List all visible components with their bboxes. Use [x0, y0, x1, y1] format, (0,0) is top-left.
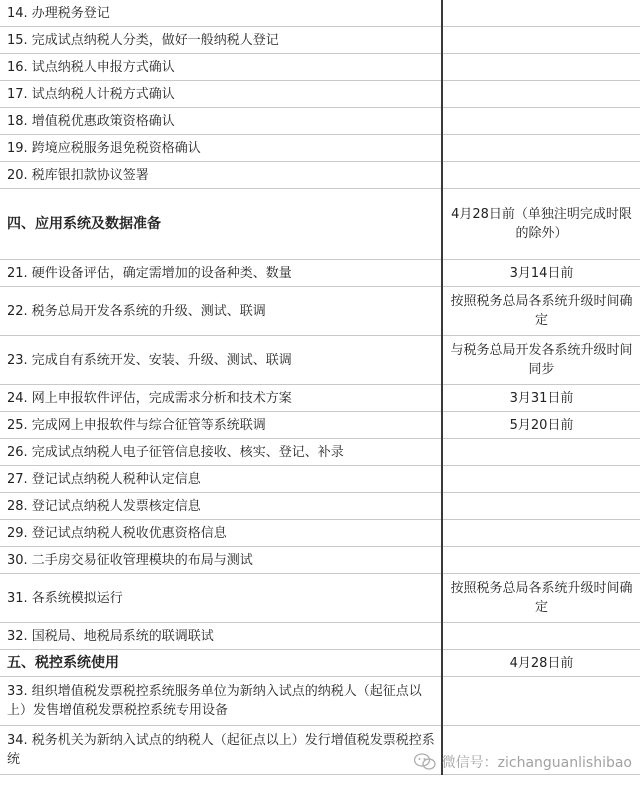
table-row: [0, 547, 640, 574]
table-row: [0, 493, 640, 520]
table-row: [0, 412, 640, 439]
deadline-cell: [442, 135, 640, 162]
deadline-cell: [442, 466, 640, 493]
table-row: [0, 287, 640, 336]
task-cell: 四、应用系统及数据准备: [0, 189, 442, 260]
deadline-cell: 按照税务总局各系统升级时间确定: [442, 574, 640, 623]
section-heading-row: [0, 650, 640, 677]
deadline-cell: [442, 162, 640, 189]
deadline-cell: 与税务总局开发各系统升级时间同步: [442, 336, 640, 385]
task-cell: 31. 各系统模拟运行: [0, 574, 442, 623]
deadline-cell: [442, 81, 640, 108]
task-cell: 17. 试点纳税人计税方式确认: [0, 81, 442, 108]
deadline-cell: 4月28日前: [442, 650, 640, 677]
table-row: [0, 162, 640, 189]
task-cell: 20. 税库银扣款协议签署: [0, 162, 442, 189]
table-row: [0, 54, 640, 81]
table-row: [0, 0, 640, 27]
task-cell: 14. 办理税务登记: [0, 0, 442, 27]
deadline-cell: [442, 677, 640, 726]
wechat-icon: [414, 753, 436, 771]
deadline-cell: [442, 54, 640, 81]
task-cell: 24. 网上申报软件评估，完成需求分析和技术方案: [0, 385, 442, 412]
deadline-cell: 按照税务总局各系统升级时间确定: [442, 287, 640, 336]
table-row: [0, 81, 640, 108]
deadline-cell: [442, 547, 640, 574]
table-row: [0, 677, 640, 726]
deadline-cell: 5月20日前: [442, 412, 640, 439]
task-cell: 21. 硬件设备评估，确定需增加的设备种类、数量: [0, 260, 442, 287]
table-row: [0, 466, 640, 493]
table-row: [0, 260, 640, 287]
deadline-cell: [442, 623, 640, 650]
task-cell: 19. 跨境应税服务退免税资格确认: [0, 135, 442, 162]
deadline-cell: [442, 27, 640, 54]
section-heading-row: [0, 189, 640, 260]
task-cell: 22. 税务总局开发各系统的升级、测试、联调: [0, 287, 442, 336]
task-cell: 26. 完成试点纳税人电子征管信息接收、核实、登记、补录: [0, 439, 442, 466]
table-row: [0, 439, 640, 466]
deadline-cell: [442, 0, 640, 27]
table-row: [0, 385, 640, 412]
deadline-cell: [442, 520, 640, 547]
task-cell: 30. 二手房交易征收管理模块的布局与测试: [0, 547, 442, 574]
task-cell: 25. 完成网上申报软件与综合征管等系统联调: [0, 412, 442, 439]
watermark: [414, 752, 632, 772]
task-cell: 33. 组织增值税发票税控系统服务单位为新纳入试点的纳税人（起征点以上）发售增值税发票税控系统专用设备: [0, 677, 442, 726]
deadline-cell: 3月14日前: [442, 260, 640, 287]
table-row: [0, 336, 640, 385]
deadline-cell: [442, 108, 640, 135]
deadline-cell: 4月28日前（单独注明完成时限的除外）: [442, 189, 640, 260]
table-row: [0, 27, 640, 54]
task-cell: 五、税控系统使用: [0, 650, 442, 677]
table-row: [0, 108, 640, 135]
table-row: [0, 623, 640, 650]
task-cell: 27. 登记试点纳税人税种认定信息: [0, 466, 442, 493]
task-cell: 34. 税务机关为新纳入试点的纳税人（起征点以上）发行增值税发票税控系统: [0, 726, 442, 775]
deadline-cell: [442, 493, 640, 520]
task-cell: 23. 完成自有系统开发、安装、升级、测试、联调: [0, 336, 442, 385]
task-cell: 29. 登记试点纳税人税收优惠资格信息: [0, 520, 442, 547]
task-cell: 18. 增值税优惠政策资格确认: [0, 108, 442, 135]
table-row: [0, 135, 640, 162]
table-row: [0, 574, 640, 623]
watermark-text: 微信号：zichanguanlishibao: [441, 755, 632, 771]
deadline-cell: 3月31日前: [442, 385, 640, 412]
table-row: [0, 520, 640, 547]
deadline-cell: [442, 439, 640, 466]
task-cell: 32. 国税局、地税局系统的联调联试: [0, 623, 442, 650]
task-cell: 16. 试点纳税人申报方式确认: [0, 54, 442, 81]
task-cell: 15. 完成试点纳税人分类，做好一般纳税人登记: [0, 27, 442, 54]
task-cell: 28. 登记试点纳税人发票核定信息: [0, 493, 442, 520]
